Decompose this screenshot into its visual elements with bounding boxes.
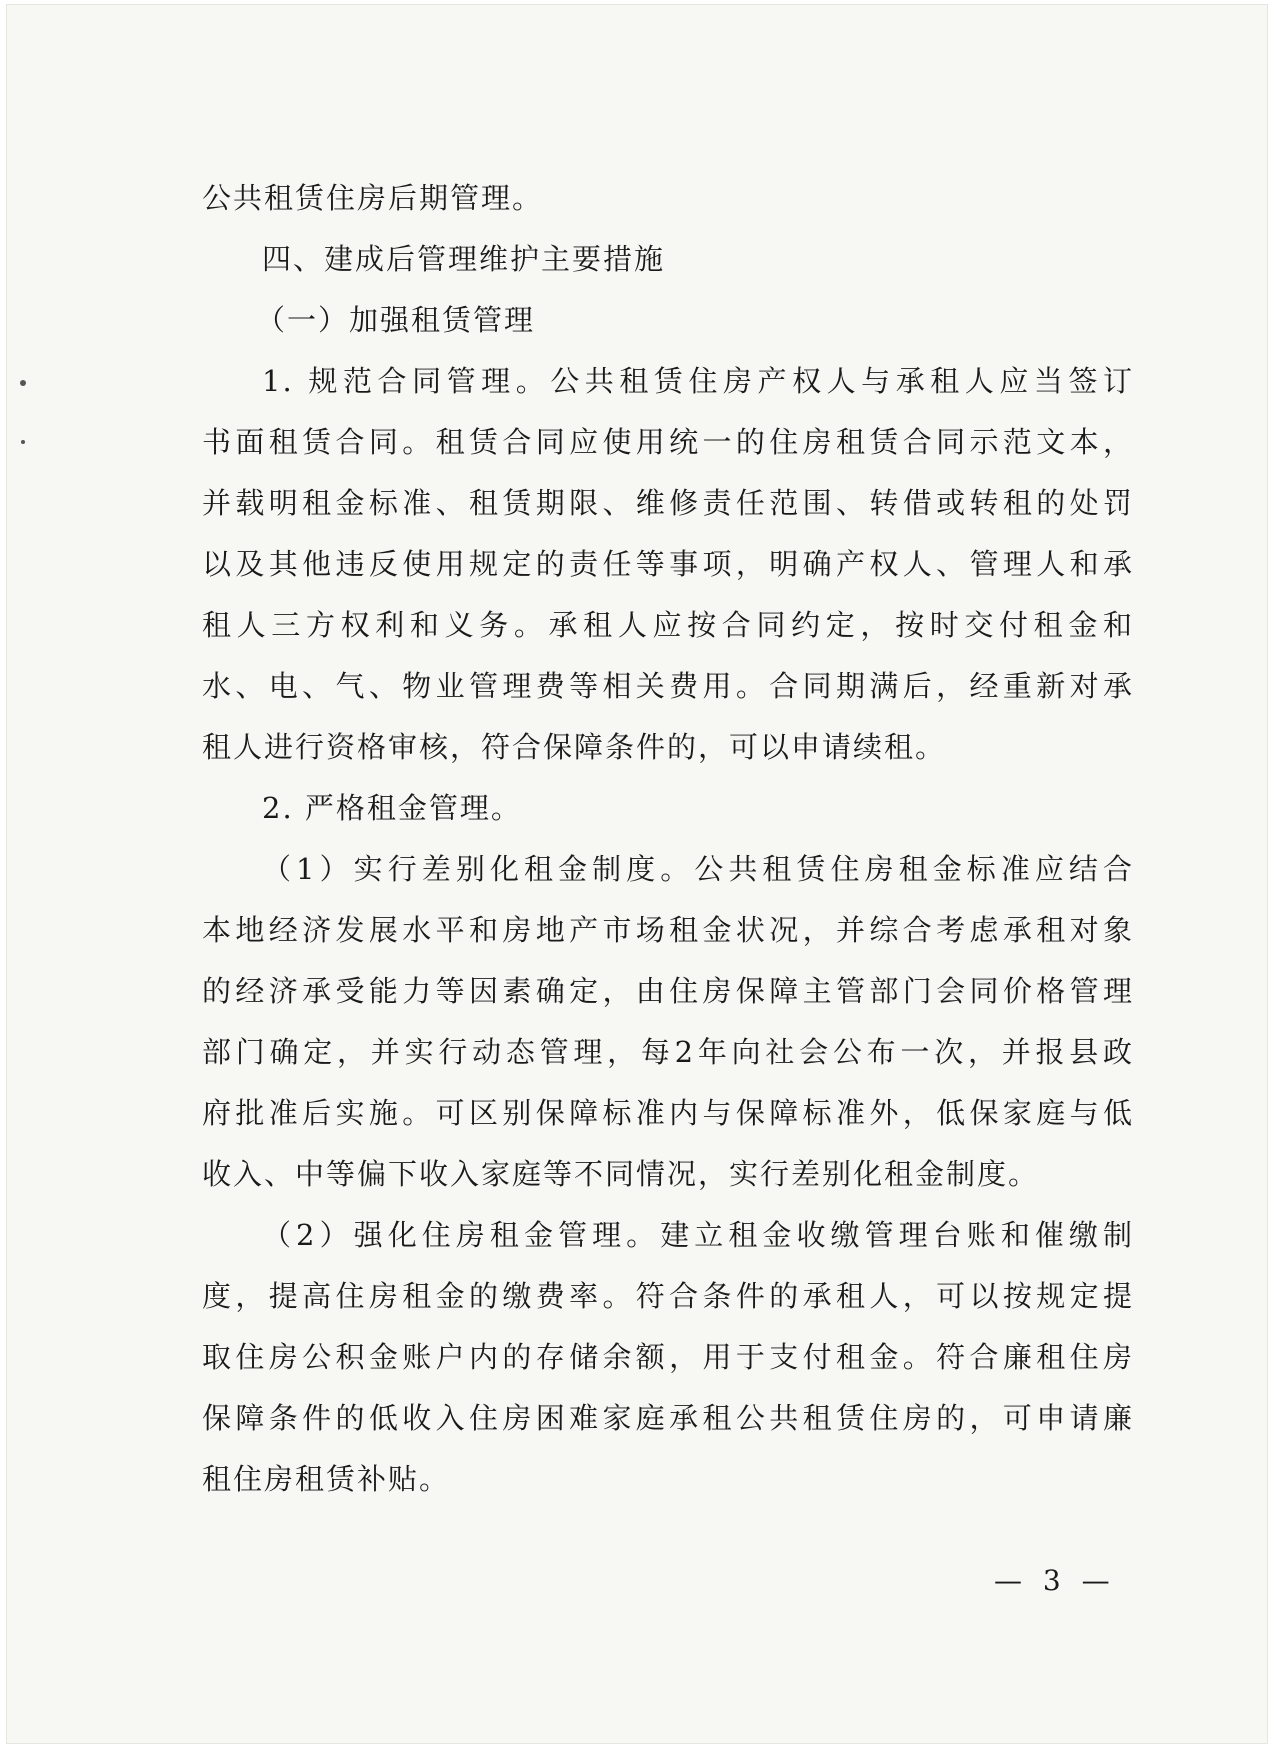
- numbered-heading: 2. 严格租金管理。: [262, 791, 522, 825]
- text-line: 并载明租金标准、租赁期限、维修责任范围、转借或转租的处罚: [202, 486, 1134, 520]
- text-line: 水、电、气、物业管理费等相关费用。合同期满后，经重新对承: [202, 669, 1134, 703]
- text-line: 收入、中等偏下收入家庭等不同情况，实行差别化租金制度。: [202, 1157, 1040, 1191]
- text-line: 本地经济发展水平和房地产市场租金状况，并综合考虑承租对象: [202, 913, 1134, 947]
- text-line: 部门确定，并实行动态管理，每2年向社会公布一次，并报县政: [202, 1035, 1134, 1069]
- text-line: 1. 规范合同管理。公共租赁住房产权人与承租人应当签订: [262, 364, 1134, 398]
- text-line: 度，提高住房租金的缴费率。符合条件的承租人，可以按规定提: [202, 1279, 1134, 1313]
- text-line: 公共租赁住房后期管理。: [202, 181, 544, 215]
- text-line: 以及其他违反使用规定的责任等事项，明确产权人、管理人和承: [202, 547, 1134, 581]
- text-line: 的经济承受能力等因素确定，由住房保障主管部门会同价格管理: [202, 974, 1134, 1008]
- binding-hole-mark: [21, 440, 25, 444]
- page-number: — 3 —: [994, 1564, 1116, 1597]
- text-line: 租人三方权利和义务。承租人应按合同约定，按时交付租金和: [202, 608, 1134, 642]
- document-page: [6, 4, 1268, 1744]
- text-line: 保障条件的低收入住房困难家庭承租公共租赁住房的，可申请廉: [202, 1401, 1134, 1435]
- text-line: （1）实行差别化租金制度。公共租赁住房租金标准应结合: [262, 852, 1134, 886]
- subsection-heading: （一）加强租赁管理: [256, 303, 536, 337]
- text-line: 取住房公积金账户内的存储余额，用于支付租金。符合廉租住房: [202, 1340, 1134, 1374]
- text-line: 租住房租赁补贴。: [202, 1462, 451, 1496]
- binding-hole-mark: [20, 380, 26, 386]
- document-body: [202, 168, 1134, 1510]
- section-heading: 四、建成后管理维护主要措施: [262, 242, 666, 276]
- text-line: 书面租赁合同。租赁合同应使用统一的住房租赁合同示范文本，: [202, 425, 1134, 459]
- text-line: 租人进行资格审核，符合保障条件的，可以申请续租。: [202, 730, 947, 764]
- text-line: 府批准后实施。可区别保障标准内与保障标准外，低保家庭与低: [202, 1096, 1134, 1130]
- text-line: （2）强化住房租金管理。建立租金收缴管理台账和催缴制: [262, 1218, 1134, 1252]
